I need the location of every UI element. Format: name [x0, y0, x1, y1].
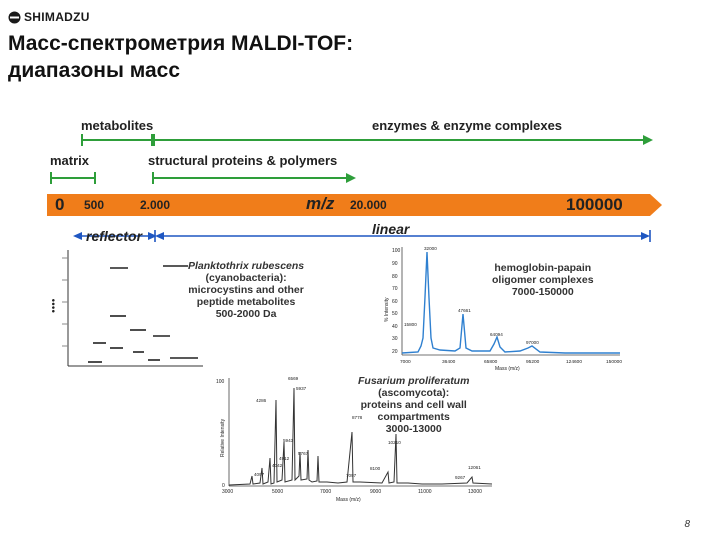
structural-label: structural proteins & polymers: [148, 153, 338, 168]
linear-y-label: % Intensity: [384, 297, 390, 322]
fusarium-y-label: Relative Intensity: [220, 418, 226, 457]
svg-text:80: 80: [392, 274, 398, 280]
peak-47661: 47661: [458, 308, 471, 313]
fpeak-12061: 12061: [468, 465, 481, 470]
fpeak-4912: 4912: [279, 456, 290, 461]
fusarium-x-tick-3: 9000: [370, 489, 382, 495]
linear-x-tick-2: 65800: [484, 360, 498, 365]
svg-text:90: 90: [392, 261, 398, 267]
fpeak-4042: 4042: [272, 463, 283, 468]
axis-zero: 0: [55, 195, 65, 214]
axis-mz: m/z: [306, 194, 335, 213]
fpeak-10210: 10210: [388, 440, 401, 445]
hemoglobin-line-3: 7000-150000: [511, 286, 574, 298]
reflector-label: reflector: [86, 228, 143, 244]
axis-2000: 2.000: [140, 198, 171, 212]
axis-500: 500: [84, 198, 105, 212]
logo-text: SHIMADZU: [24, 10, 90, 24]
matrix-label: matrix: [50, 153, 90, 168]
fpeak-9267: 9267: [455, 475, 466, 480]
fpeak-5767: 5767: [298, 451, 309, 456]
fusarium-line-1: Fusarium proliferatum: [358, 375, 470, 387]
svg-text:100: 100: [392, 248, 401, 254]
svg-text:40: 40: [392, 324, 398, 330]
peak-97000: 97000: [526, 340, 539, 345]
fusarium-x-tick-5: 13000: [468, 489, 482, 495]
fpeak-8778: 8778: [352, 415, 363, 420]
linear-x-tick-3: 95200: [526, 360, 540, 365]
fusarium-line-4: compartments: [377, 411, 450, 423]
reflector-spectrum: [48, 248, 208, 373]
peak-15800: 15800: [404, 322, 417, 327]
svg-text:50: 50: [392, 311, 398, 317]
linear-label: linear: [372, 221, 410, 237]
fpeak-5937: 5937: [296, 386, 307, 391]
fusarium-line-2: (ascomycota):: [378, 387, 450, 399]
axis-100000: 100000: [566, 195, 623, 214]
fusarium-x-tick-4: 11000: [418, 489, 432, 495]
fusarium-x-label: Mass (m/z): [336, 497, 361, 503]
fpeak-7097: 7097: [346, 473, 357, 478]
svg-text:30: 30: [392, 336, 398, 342]
fusarium-x-tick-2: 7000: [320, 489, 332, 495]
fusarium-line-3: proteins and cell wall: [360, 399, 467, 411]
hemoglobin-line-2: oligomer complexes: [492, 274, 594, 286]
axis-20000: 20.000: [350, 198, 387, 212]
svg-text:20: 20: [392, 349, 398, 355]
peak-32000: 32000: [424, 246, 437, 251]
fusarium-x-tick-0: 3000: [222, 489, 234, 495]
fpeak-6569: 6569: [288, 376, 299, 381]
title-line-2: диапазоны масс: [8, 59, 181, 82]
title-line-1: Масс-спектрометрия MALDI-TOF:: [8, 32, 354, 55]
fusarium-y-tick-100: 100: [216, 379, 225, 385]
planktothrix-line-1: Planktothrix rubescens: [188, 260, 305, 272]
svg-text:●●●●: ●●●●: [51, 298, 57, 313]
fpeak-8100: 8100: [370, 466, 381, 471]
linear-x-label: Mass (m/z): [495, 366, 520, 372]
hemoglobin-annotation: [492, 262, 594, 298]
planktothrix-line-2: (cyanobacteria):: [205, 272, 287, 284]
planktothrix-line-5: 500-2000 Da: [215, 308, 277, 320]
planktothrix-line-3: microcystins and other: [188, 284, 304, 296]
fusarium-line-5: 3000-13000: [385, 423, 442, 435]
peak-64094: 64094: [490, 332, 503, 337]
fusarium-y-tick-0: 0: [222, 483, 225, 489]
svg-text:60: 60: [392, 299, 398, 305]
svg-text:70: 70: [392, 286, 398, 292]
fpeak-4286: 4286: [256, 398, 267, 403]
planktothrix-annotation: [188, 260, 304, 320]
fusarium-x-tick-1: 5000: [272, 489, 284, 495]
linear-x-tick-5: 150000: [606, 360, 623, 365]
linear-x-tick-4: 124600: [566, 360, 583, 365]
fpeak-5943: 5943: [283, 438, 294, 443]
enzymes-label: enzymes & enzyme complexes: [372, 118, 563, 133]
hemoglobin-line-1: hemoglobin-papain: [494, 262, 592, 274]
fusarium-annotation: [358, 375, 469, 435]
page-number: 8: [684, 519, 690, 530]
fpeak-4097: 4097: [254, 472, 265, 477]
linear-x-tick-1: 36400: [442, 360, 456, 365]
linear-x-tick-0: 7000: [400, 360, 411, 365]
planktothrix-line-4: peptide metabolites: [196, 296, 296, 308]
metabolites-label: metabolites: [81, 118, 154, 133]
